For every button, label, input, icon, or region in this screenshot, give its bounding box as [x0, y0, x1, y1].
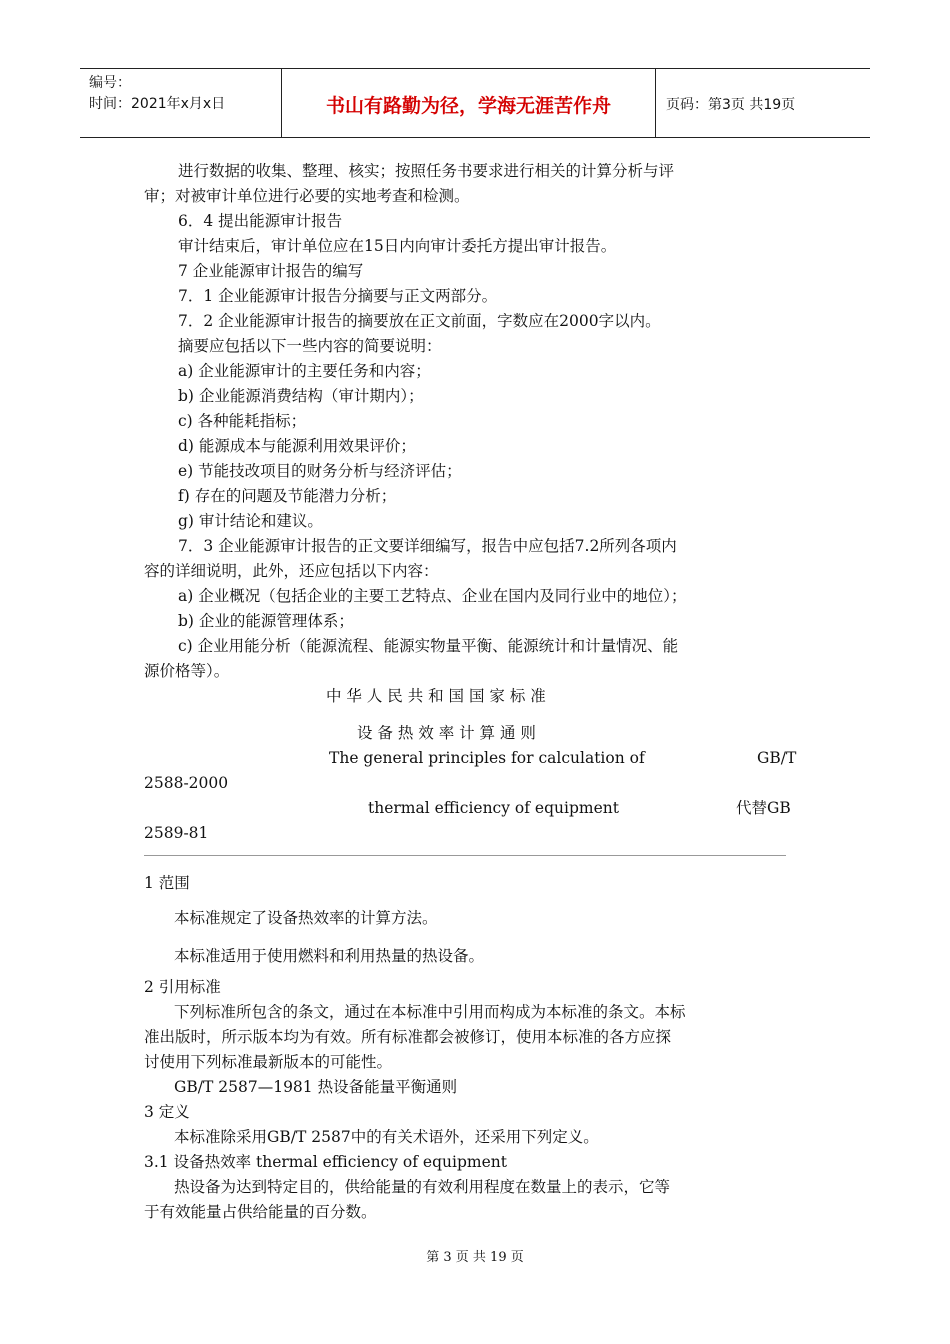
paragraph-line: 7．1 企业能源审计报告分摘要与正文两部分。 [178, 287, 498, 305]
paragraph-line: 源价格等）。 [144, 662, 230, 680]
section-heading: 6．4 提出能源审计报告 [178, 212, 343, 230]
section-heading: 3 定义 [144, 1103, 190, 1121]
standard-number: 2588-2000 [144, 774, 229, 792]
paragraph-line: 本标准适用于使用燃料和利用热量的热设备。 [174, 947, 485, 965]
paragraph-line: 热设备为达到特定目的，供给能量的有效利用程度在数量上的表示，它等 [174, 1178, 671, 1196]
document-number-label: 编号： [89, 75, 131, 91]
paragraph-line: 容的详细说明，此外，还应包括以下内容： [144, 562, 439, 580]
paragraph-line: 进行数据的收集、整理、核实；按照任务书要求进行相关的计算分析与评 [178, 162, 675, 180]
list-item: a) 企业能源审计的主要任务和内容； [178, 362, 431, 380]
standard-title-cn: 设 备 热 效 率 计 算 通 则 [357, 724, 536, 742]
paragraph-line: 7．3 企业能源审计报告的正文要详细编写，报告中应包括7.2所列各项内 [178, 537, 677, 555]
paragraph-line: 7．2 企业能源审计报告的摘要放在正文前面，字数应在2000字以内。 [178, 312, 661, 330]
referenced-standard: GB/T 2587—1981 热设备能量平衡通则 [174, 1078, 458, 1096]
list-item: d) 能源成本与能源利用效果评价； [178, 437, 416, 455]
page-header [80, 68, 870, 138]
paragraph-line: 摘要应包括以下一些内容的简要说明： [178, 337, 442, 355]
list-item: a) 企业概况（包括企业的主要工艺特点、企业在国内及同行业中的地位）； [178, 587, 687, 605]
paragraph-line: 本标准除采用GB/T 2587中的有关术语外，还采用下列定义。 [174, 1128, 599, 1146]
paragraph-line: 下列标准所包含的条文，通过在本标准中引用而构成为本标准的条文。本标 [174, 1003, 686, 1021]
paragraph-line: 准出版时，所示版本均为有效。所有标准都会被修订，使用本标准的各方应探 [144, 1028, 672, 1046]
standard-title-en-line1: The general principles for calculation of [329, 749, 645, 767]
header-page-cell [656, 69, 870, 137]
header-motto-cell [281, 69, 656, 137]
paragraph-line: 于有效能量占供给能量的百分数。 [144, 1203, 377, 1221]
replaced-standard-number: 2589-81 [144, 824, 209, 842]
paragraph-line: 讨使用下列标准最新版本的可能性。 [144, 1053, 393, 1071]
page-footer: 第 3 页 共 19 页 [426, 1250, 524, 1265]
list-item: g) 审计结论和建议。 [178, 512, 323, 530]
header-motto: 书山有路勤为径，学海无涯苦作舟 [325, 95, 611, 117]
paragraph-line: 审计结束后，审计单位应在15日内向审计委托方提出审计报告。 [178, 237, 617, 255]
standard-title-en-line2: thermal efficiency of equipment [368, 799, 619, 817]
document-time-label: 时间：2021年x月x日 [89, 96, 226, 112]
list-item: f) 存在的问题及节能潜力分析； [178, 487, 397, 505]
list-item: b) 企业能源消费结构（审计期内）； [178, 387, 424, 405]
definition-heading: 3.1 设备热效率 thermal efficiency of equipment [144, 1153, 507, 1171]
section-heading: 2 引用标准 [144, 978, 221, 996]
list-item: c) 各种能耗指标； [178, 412, 307, 430]
header-page-number: 页码：第3页 共19页 [666, 97, 796, 113]
standard-country-title: 中 华 人 民 共 和 国 国 家 标 准 [326, 687, 546, 705]
divider-line [144, 855, 786, 856]
list-item: e) 节能技改项目的财务分析与经济评估； [178, 462, 462, 480]
section-heading: 1 范围 [144, 874, 190, 892]
standard-number-label: GB/T [757, 749, 797, 767]
list-item: b) 企业的能源管理体系； [178, 612, 354, 630]
list-item: c) 企业用能分析（能源流程、能源实物量平衡、能源统计和计量情况、能 [178, 637, 679, 655]
paragraph-line: 审；对被审计单位进行必要的实地考查和检测。 [144, 187, 470, 205]
paragraph-line: 本标准规定了设备热效率的计算方法。 [174, 909, 438, 927]
replaces-label: 代替GB [736, 799, 791, 817]
section-heading: 7 企业能源审计报告的编写 [178, 262, 364, 280]
header-meta-cell [80, 69, 281, 137]
